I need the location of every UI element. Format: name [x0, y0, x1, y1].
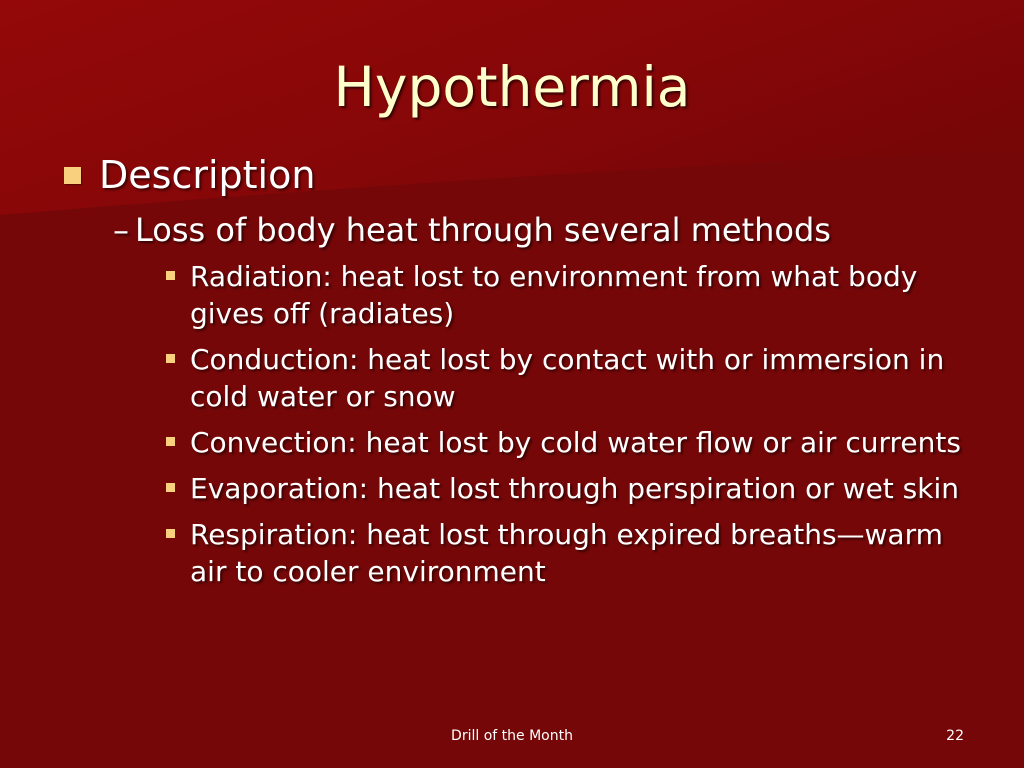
description-heading: Description: [99, 153, 316, 197]
square-bullet-icon: [166, 437, 175, 446]
list-item-text: Evaporation: heat lost through perspiration or wet skin: [190, 472, 960, 505]
bullet-level1-description: [64, 150, 315, 200]
list-item-text: Respiration: heat lost through expired breaths—warm air to cooler environment: [190, 518, 943, 588]
list-item: [165, 470, 985, 507]
subheading-text: Loss of body heat through several methods: [135, 211, 831, 249]
bullet-level2-subheading: [113, 207, 831, 253]
list-item: [165, 341, 985, 415]
footer-text: Drill of the Month: [451, 728, 573, 744]
square-bullet-icon: [166, 483, 175, 492]
square-bullet-icon: [64, 167, 81, 184]
list-item: [165, 258, 985, 332]
list-item-text: Radiation: heat lost to environment from what body gives off (radiates): [190, 260, 918, 330]
list-item: [165, 424, 985, 461]
list-item: [165, 516, 985, 590]
page-number: 22: [946, 728, 964, 744]
slide-title: Hypothermia: [333, 55, 691, 119]
square-bullet-icon: [166, 529, 175, 538]
square-bullet-icon: [166, 354, 175, 363]
dash-bullet-icon: –: [113, 211, 129, 249]
methods-list: [165, 258, 985, 599]
list-item-text: Convection: heat lost by cold water flow or air currents: [190, 426, 961, 459]
square-bullet-icon: [166, 271, 175, 280]
list-item-text: Conduction: heat lost by contact with or immersion in cold water or snow: [190, 343, 945, 413]
